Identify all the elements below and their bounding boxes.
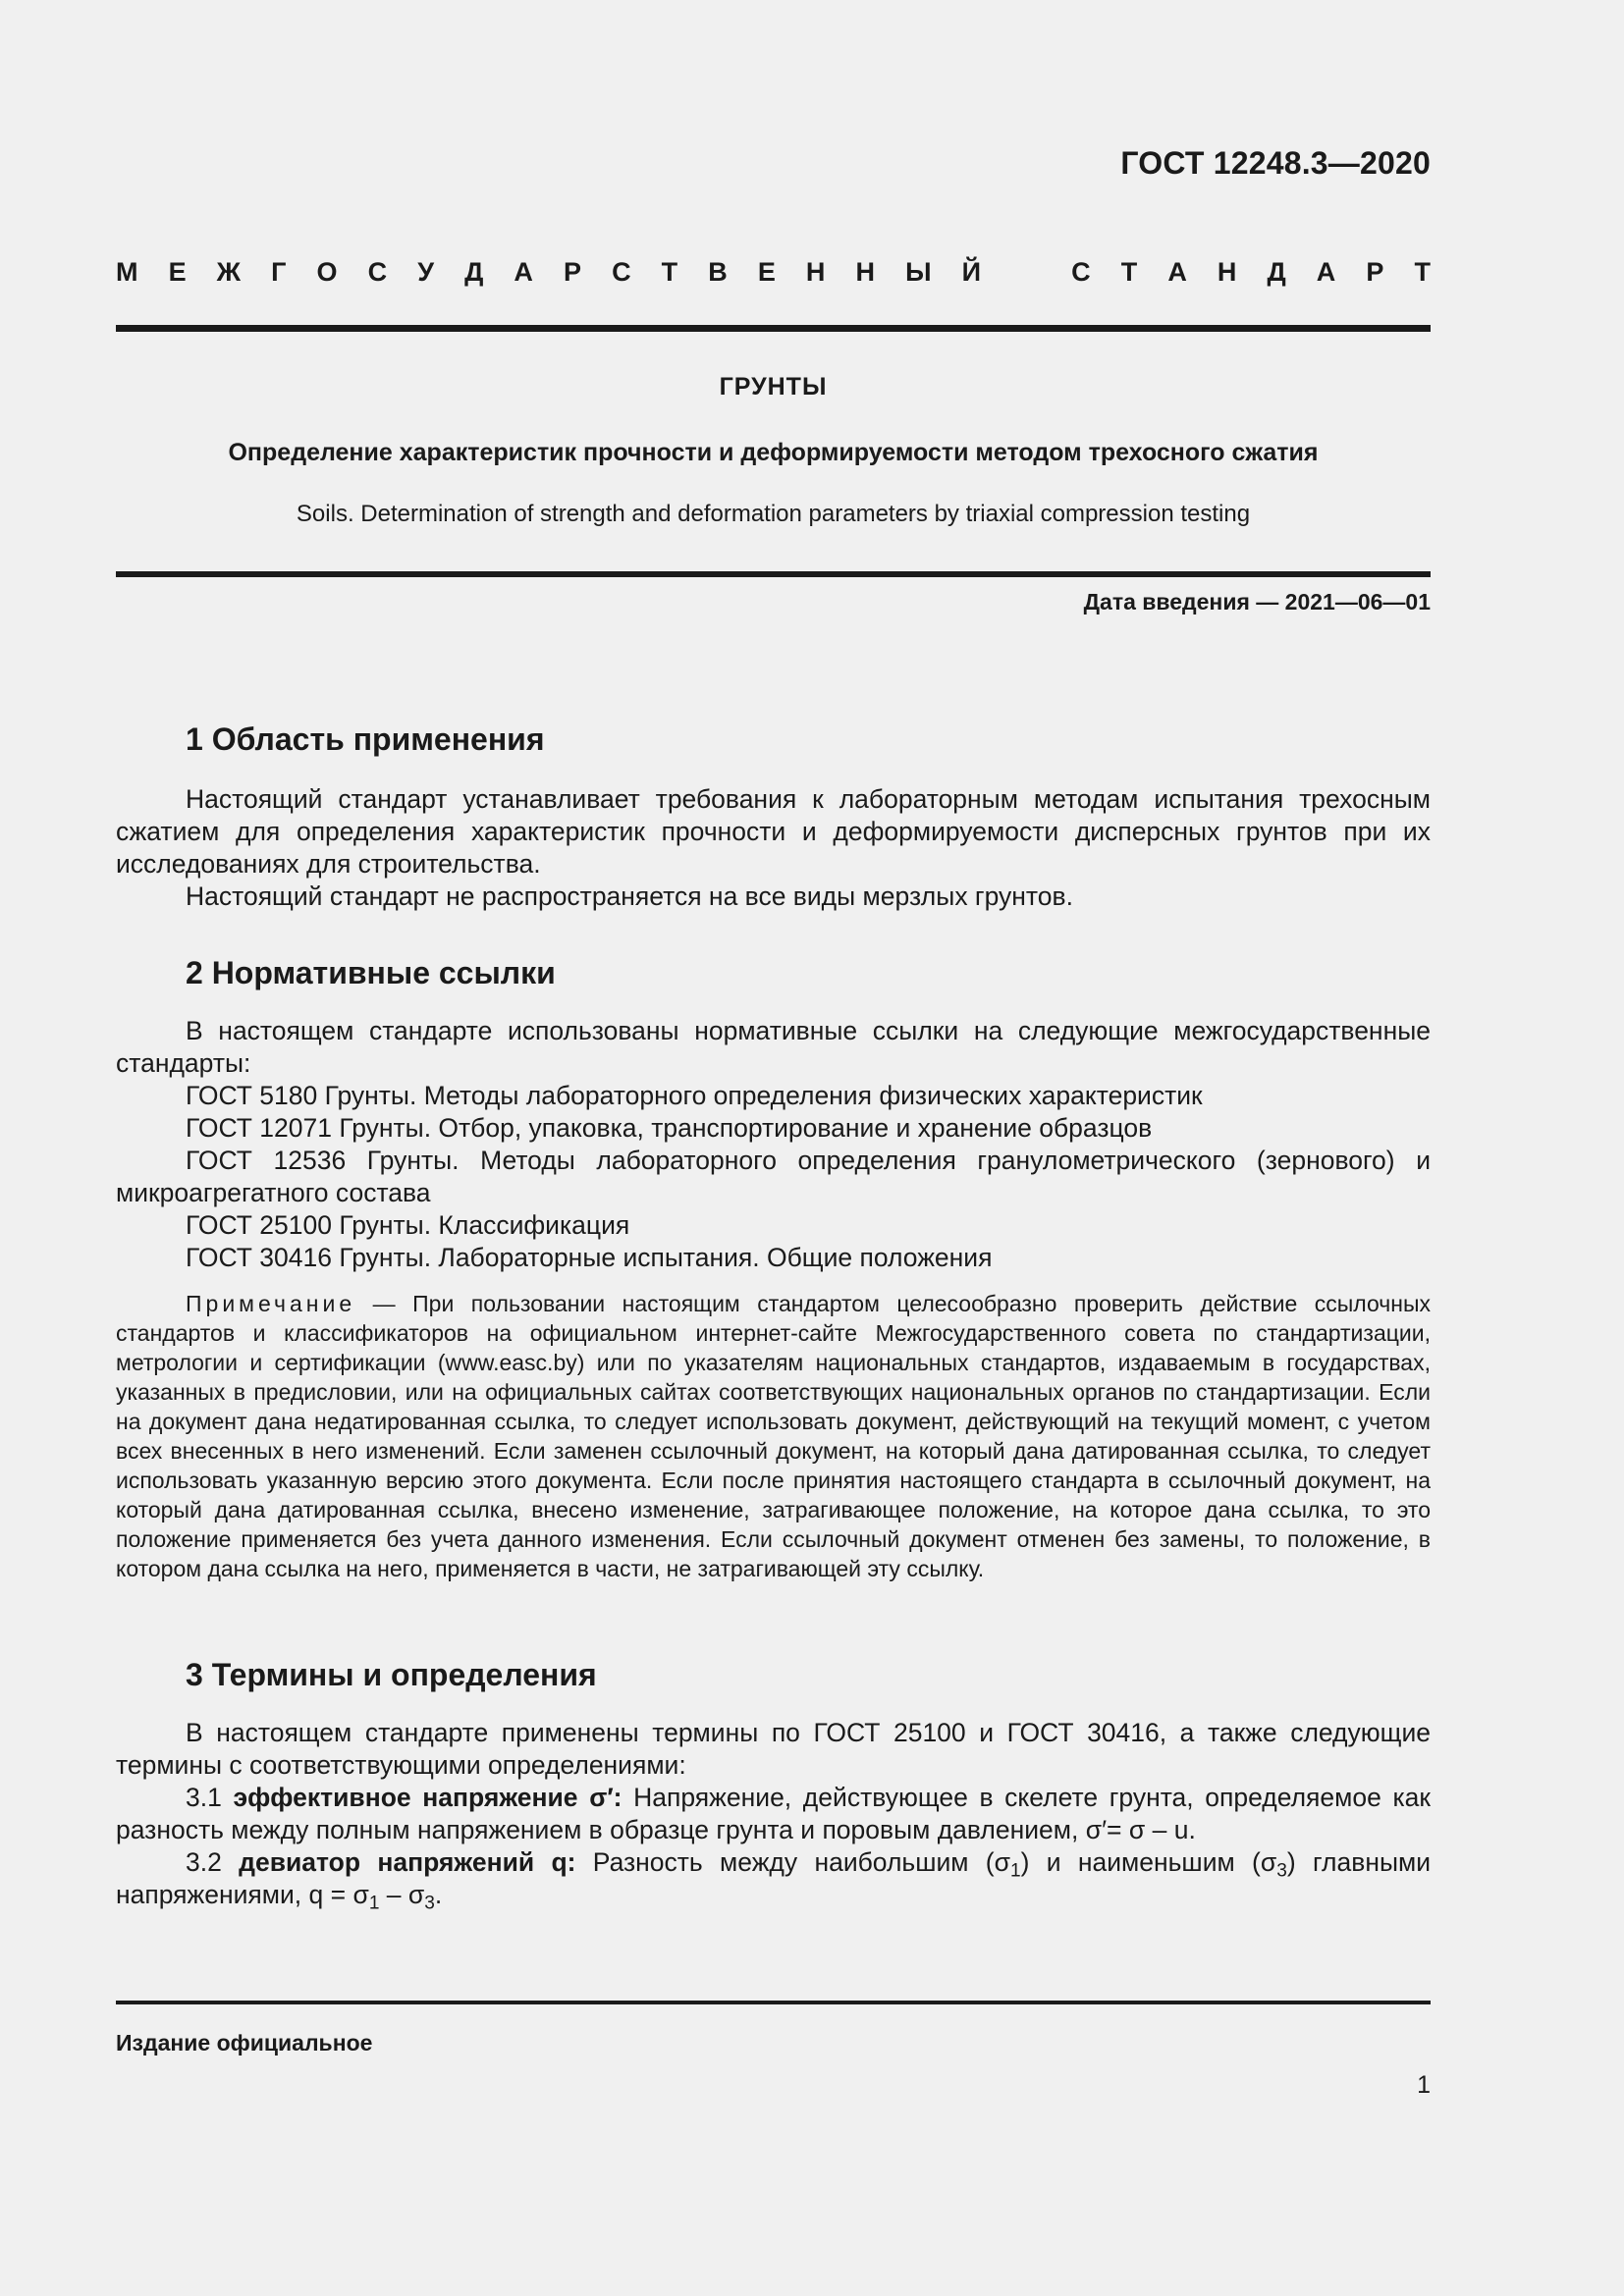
middle-rule: [116, 571, 1431, 577]
label-letter: С: [612, 257, 631, 287]
note-paragraph: Примечание — При пользовании настоящим стандартом целесообразно проверить действие ссылочных стандартов и классификаторов на официальном интернет-сайте Межгосударственного совета по стандартизации, метрологии и сертификации (www.easc.by) или по указателям национальных стандартов, издаваемым в государствах, указанных в предисловии, или на официальных сайтах соответствующих национальных органов по стандартизации. Если на документ дана недатированная ссылка, то следует использовать документ, действующий на текущий момент, с учетом всех внесенных в него изменений. Если заменен ссылочный документ, на который дана датированная ссылка, то следует использовать указанную версию этого документа. Если после принятия настоящего стандарта в ссылочный документ, на который дана датированная ссылка, внесено изменение, затрагивающее положение, на которое дана ссылка, то это положение применяется без учета данного изменения. Если ссылочный документ отменен без замены, то положение, в котором дана ссылка на него, применяется в части, не затрагивающей эту ссылку.: [116, 1291, 1431, 1581]
doc-title: ГРУНТЫ: [719, 373, 828, 400]
label-letter: В: [708, 257, 728, 287]
label-letter: Г: [271, 257, 287, 287]
reference-item: ГОСТ 30416 Грунты. Лабораторные испытания. Общие положения: [186, 1243, 993, 1272]
doc-number: ГОСТ 12248.3—2020: [1120, 145, 1431, 181]
label-letter: Д: [464, 257, 484, 287]
label-letter: Н: [805, 257, 826, 287]
label-letter: Т: [661, 257, 678, 287]
section-1-heading: 1 Область применения: [186, 721, 545, 757]
term-3-1-formula: σ′= σ – u.: [1085, 1815, 1196, 1844]
label-letter: Д: [1267, 257, 1286, 287]
term-3-1-name: эффективное напряжение σ′:: [233, 1783, 623, 1812]
document-page: [116, 0, 1431, 2296]
label-letter: А: [1167, 257, 1187, 287]
label-letter: Й: [961, 257, 981, 287]
section-2-heading: 2 Нормативные ссылки: [186, 955, 556, 990]
doc-subtitle: Определение характеристик прочности и деформируемости методом трехосного сжатия: [228, 439, 1319, 466]
term-3-2-name: девиатор напряжений q:: [239, 1847, 576, 1877]
intro-date: Дата введения — 2021—06—01: [1083, 589, 1431, 614]
label-letter: С: [367, 257, 388, 287]
section-3-paragraph-1: В настоящем стандарте применены термины по ГОСТ 25100 и ГОСТ 30416, а также следующие термины с соответствующими определениями:: [116, 1718, 1431, 1780]
footer-rule: [116, 2001, 1431, 2004]
term-3-1: 3.1 эффективное напряжение σ′: Напряжение, действующее в скелете грунта, определяемое как разность между полным напряжением в образце грунта и поровым давлением, σ′= σ – u.: [116, 1783, 1431, 1844]
label-letter: Е: [168, 257, 187, 287]
reference-item: ГОСТ 5180 Грунты. Методы лабораторного определения физических характеристик: [186, 1081, 1203, 1110]
label-letter: Р: [564, 257, 582, 287]
label-letter: С: [1071, 257, 1091, 287]
page-number: 1: [1417, 2071, 1431, 2099]
section-2-paragraph-1: В настоящем стандарте использованы нормативные ссылки на следующие межгосударственные стандарты:: [116, 1016, 1431, 1078]
reference-item: ГОСТ 12536 Грунты. Методы лабораторного определения гранулометрического (зернового) и микроагрегатного состава: [116, 1146, 1431, 1207]
label-letter: Ы: [905, 257, 932, 287]
label-letter: О: [316, 257, 338, 287]
label-letter: А: [1316, 257, 1336, 287]
label-letter: Ж: [216, 257, 242, 287]
doc-english-title: Soils. Determination of strength and deformation parameters by triaxial compression testing: [296, 501, 1251, 527]
label-letter: Н: [855, 257, 875, 287]
section-1-paragraph-1: Настоящий стандарт устанавливает требования к лабораторным методам испытания трехосным сжатием для определения характеристик прочности и деформируемости дисперсных грунтов при их исследованиях для строительства.: [116, 784, 1431, 879]
term-3-2: 3.2 девиатор напряжений q: Разность между наибольшим $(\sigma_1)$ и наименьшим $(\sigma_3)$ главными напряжениями, $q = \sigma_1 - \sigma_3$.: [116, 1847, 1432, 1914]
reference-item: ГОСТ 12071 Грунты. Отбор, упаковка, транспортирование и хранение образцов: [186, 1113, 1153, 1143]
note-label: Примечание: [186, 1291, 356, 1316]
label-letter: Т: [1120, 257, 1138, 287]
label-letter: Т: [1414, 257, 1431, 287]
reference-item: ГОСТ 25100 Грунты. Классификация: [186, 1210, 630, 1240]
label-letter: Р: [1366, 257, 1384, 287]
label-letter: Н: [1217, 257, 1237, 287]
label-gap: [1011, 257, 1041, 288]
standard-label: [116, 257, 1431, 288]
label-letter: М: [116, 257, 138, 287]
label-letter: У: [417, 257, 435, 287]
top-rule: [116, 325, 1431, 332]
edition-label: Издание официальное: [116, 2030, 373, 2056]
section-3-heading: 3 Термины и определения: [186, 1657, 597, 1692]
section-1-paragraph-2: Настоящий стандарт не распространяется на все виды мерзлых грунтов.: [186, 881, 1073, 911]
label-letter: А: [514, 257, 533, 287]
label-letter: Е: [757, 257, 776, 287]
